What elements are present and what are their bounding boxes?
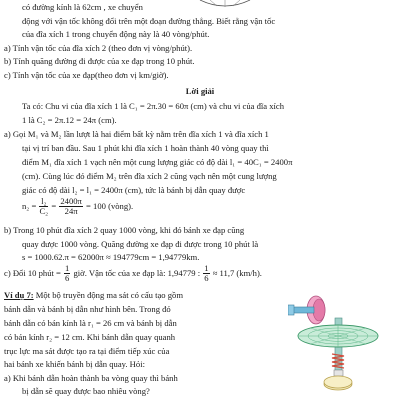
text-line: bị dẫn sẽ quay được bao nhiêu vòng? <box>22 386 150 396</box>
answer-c-line: c) Đổi 10 phút = $\frac{1}{6}$ giờ. Vận tốc của xe đạp là: 1,94779 : $\frac{1}{6}$ ≈ 11,7 (km/h). <box>4 263 262 284</box>
answer-b-line: b) Trong 10 phút đĩa xích 2 quay 1000 vòng, khi đó bánh xe đạp cũng <box>4 225 245 235</box>
fraction: $\frac{2400\pi}{24\pi}$ <box>60 196 82 217</box>
text-line: có bán kính r₂ = 12 cm. Khi bánh dẫn quay quanh <box>4 332 176 342</box>
example-label: Ví dụ 7: <box>4 290 34 300</box>
text-line: của đĩa xích 1 trong chuyển động này là 40 vòng/phút. <box>22 29 210 39</box>
text-line: bánh dẫn và bánh bị dẫn như hình bên. Trong đó <box>4 304 171 314</box>
text-line: s = 1000.62.π = 62000π ≈ 194779cm = 1,94779km. <box>22 252 200 262</box>
example-7-line: Ví dụ 7: Một bộ truyền động ma sát có cấu tạo gồm <box>4 290 184 300</box>
text-line: tại vị trí ban đầu. Sau 1 phút khi đĩa xích 1 hoàn thành 40 vòng quay thì <box>22 143 269 153</box>
friction-drive-figure <box>288 292 388 396</box>
question-b: b) Tính quãng đường đi được của xe đạp trong 10 phút. <box>4 56 195 66</box>
question-a: a) Tính vận tốc của đĩa xích 2 (theo đơn vị vòng/phút). <box>4 43 193 53</box>
fraction: $\frac{1}{6}$ <box>65 263 70 284</box>
text-line: hai bánh xe khiến bánh bị dẫn quay. Hỏi: <box>4 359 145 369</box>
question-a-line: a) Khi bánh dẫn hoàn thành ba vòng quay thì bánh <box>4 373 178 383</box>
text-line: giác có độ dài l₂ = l₁ = 2400π (cm), tức là bánh bị dẫn quay được <box>22 185 246 195</box>
text-line: trục lực ma sát được tạo ra tại điểm tiếp xúc của <box>4 346 170 356</box>
text-line: động với vận tốc không đổi trên một đoạn đường thẳng. Biết rằng vận tốc <box>22 16 276 26</box>
formula-n2: n₂ = $\frac{\text{l₂}}{\text{C₂}}$ = $\frac{2400\pi}{24\pi}$ = 100 (vòng). <box>22 196 134 217</box>
text-line: quay được 1000 vòng. Quãng đường xe đạp đi được trong 10 phút là <box>22 239 259 249</box>
text-line: điểm M₁ đĩa xích 1 vạch nên một cung lượng giác có độ dài l₁ = 40C₁ = 2400π <box>22 157 293 167</box>
answer-a-line: a) Gọi M₁ và M₂ lần lượt là hai điểm bất kỳ nằm trên đĩa xích 1 và đĩa xích 1 <box>4 129 269 139</box>
text-line: Ta có: Chu vi của đĩa xích 1 là C₁ = 2π.30 = 60π (cm) và chu vi của đĩa xích <box>22 101 285 111</box>
question-c: c) Tính vận tốc của xe đạp(theo đơn vị km/giờ). <box>4 70 169 80</box>
text-line: bánh dẫn có bán kính là r₁ = 26 cm và bánh bị dẫn <box>4 318 177 328</box>
text-line: có đường kính là 62cm , xe chuyển <box>22 2 143 12</box>
fraction: $\frac{1}{6}$ <box>204 263 209 284</box>
text-line: (cm). Cùng lúc đó điểm M₂ trên đĩa xích 2 cũng vạch nên một cung lượng <box>22 171 277 181</box>
fraction: $\frac{\text{l₂}}{\text{C₂}}$ <box>39 196 49 217</box>
text-line: 1 là C₂ = 2π.12 = 24π (cm). <box>22 115 117 125</box>
solution-title: Lời giải <box>185 86 215 96</box>
wheel-fragment-figure <box>195 0 255 10</box>
